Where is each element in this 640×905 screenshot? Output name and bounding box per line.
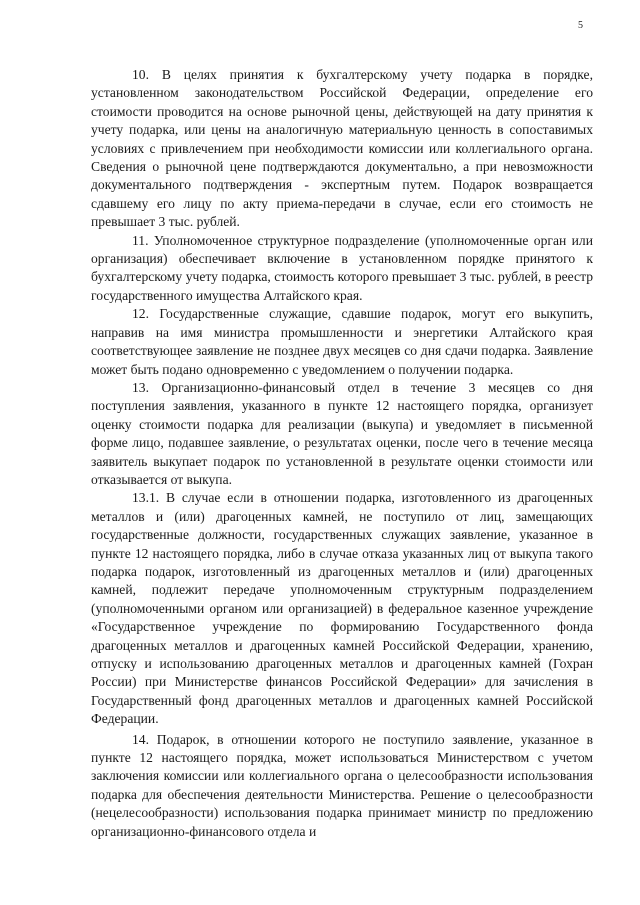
document-body [91, 66, 593, 841]
paragraph-14: 14. Подарок, в отношении которого не поступило заявление, указанное в пункте 12 настоящего порядка, может использоваться Министерством с учетом заключения комиссии или коллегиального органа о целесообразности использования подарка для обеспечения деятельности Министерства. Решение о целесообразности (нецелесообразности) использования подарка принимает министр по предложению организационно-финансового отдела и [91, 731, 593, 839]
paragraph-13: 13. Организационно-финансовый отдел в течение 3 месяцев со дня поступления заявления, указанного в пункте 12 настоящего порядка, организует оценку стоимости подарка для реализации (выкупа) и уведомляет в письменной форме лицо, подавшее заявление, о результатах оценки, после чего в течение месяца заявитель выкупает подарок по установленной в результате оценки стоимости или отказывается от выкупа. [91, 379, 593, 487]
paragraph-10: 10. В целях принятия к бухгалтерскому учету подарка в порядке, установленном законодательством Российской Федерации, определение его стоимости проводится на основе рыночной цены, действующей на дату принятия к учету подарка, или цены на аналогичную материальную ценность в сопоставимых условиях с привлечением при необходимости комиссии или коллегиального органа. Сведения о рыночной цене подтверждаются документально, а при невозможности документального подтверждения - экспертным путем. Подарок возвращается сдавшему его лицу по акту приема-передачи в случае, если его стоимость не превышает 3 тыс. рублей. [91, 67, 593, 230]
page-number: 5 [578, 20, 583, 31]
paragraph-13-1: 13.1. В случае если в отношении подарка, изготовленного из драгоценных металлов и (или) драгоценных камней, не поступило от лиц, замещающих государственные должности, государственных служащих заявление, указанное в пункте 12 настоящего порядка, либо в случае отказа указанных лиц от выкупа такого подарка подарок, изготовленный из драгоценных металлов и (или) драгоценных камней, подлежит передаче уполномоченным структурным подразделением (уполномоченными органом или организацией) в федеральное казенное учреждение «Государственное учреждение по формированию Государственного фонда драгоценных металлов и драгоценных камней Российской Федерации, хранению, отпуску и использованию драгоценных металлов и драгоценных камней (Гохран России) при Министерстве финансов Российской Федерации» для зачисления в Государственный фонд драгоценных металлов и драгоценных камней Российской Федерации. [91, 490, 593, 727]
paragraph-12: 12. Государственные служащие, сдавшие подарок, могут его выкупить, направив на имя министра промышленности и энергетики Алтайского края соответствующее заявление не позднее двух месяцев со дня сдачи подарка. Заявление может быть подано одновременно с уведомлением о получении подарка. [91, 306, 593, 377]
paragraph-11: 11. Уполномоченное структурное подразделение (уполномоченные орган или организация) обеспечивает включение в установленном порядке принятого к бухгалтерскому учету подарка, стоимость которого превышает 3 тыс. рублей, в реестр государственного имущества Алтайского края. [91, 232, 593, 303]
